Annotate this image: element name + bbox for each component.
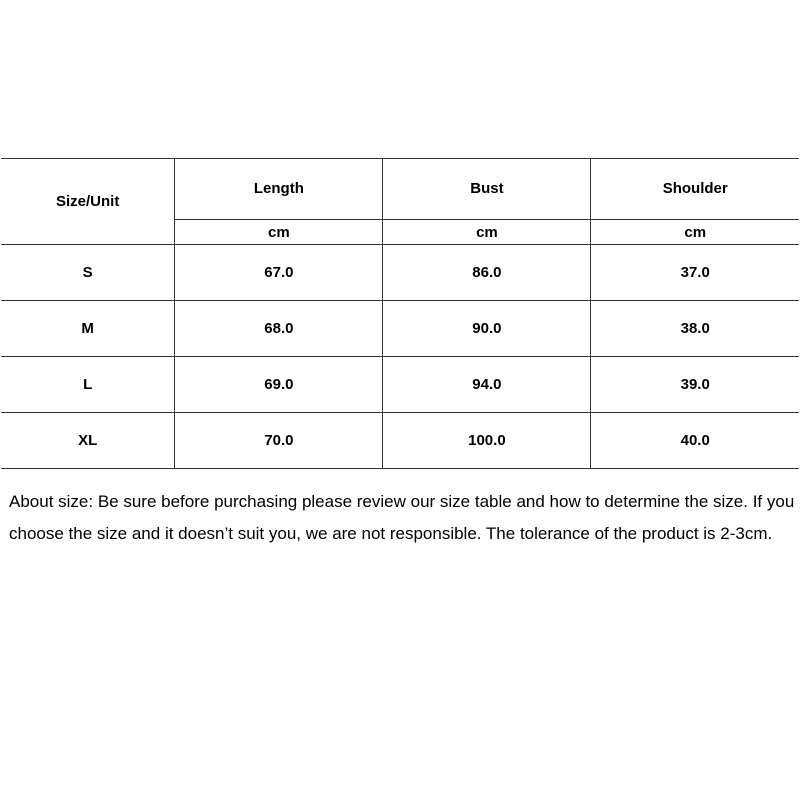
size-cell: S [1, 245, 175, 301]
table-row [1, 413, 799, 469]
table-header-row [1, 159, 799, 220]
size-cell: L [1, 357, 175, 413]
shoulder-cell: 38.0 [591, 301, 799, 357]
bust-cell: 94.0 [383, 357, 591, 413]
table-row [1, 245, 799, 301]
size-cell: XL [1, 413, 175, 469]
column-header-length: Length [175, 159, 383, 220]
length-cell: 68.0 [175, 301, 383, 357]
shoulder-cell: 39.0 [591, 357, 799, 413]
corner-header-cell [1, 159, 175, 245]
size-note: About size: Be sure before purchasing please review our size table and how to determine the size. If you choose the size and it doesn’t suit you, we are not responsible. The tolerance of the product is 2-3cm. [9, 492, 795, 543]
size-chart-table [1, 158, 799, 469]
bust-cell: 86.0 [383, 245, 591, 301]
shoulder-cell: 37.0 [591, 245, 799, 301]
column-header-bust: Bust [383, 159, 591, 220]
unit-cell-shoulder: cm [591, 220, 799, 245]
unit-cell-bust: cm [383, 220, 591, 245]
length-cell: 67.0 [175, 245, 383, 301]
shoulder-cell: 40.0 [591, 413, 799, 469]
table-row [1, 357, 799, 413]
table-row [1, 301, 799, 357]
corner-label: Size/Unit [56, 193, 120, 210]
bust-cell: 90.0 [383, 301, 591, 357]
unit-cell-length: cm [175, 220, 383, 245]
length-cell: 69.0 [175, 357, 383, 413]
length-cell: 70.0 [175, 413, 383, 469]
size-cell: M [1, 301, 175, 357]
column-header-shoulder: Shoulder [591, 159, 799, 220]
bust-cell: 100.0 [383, 413, 591, 469]
